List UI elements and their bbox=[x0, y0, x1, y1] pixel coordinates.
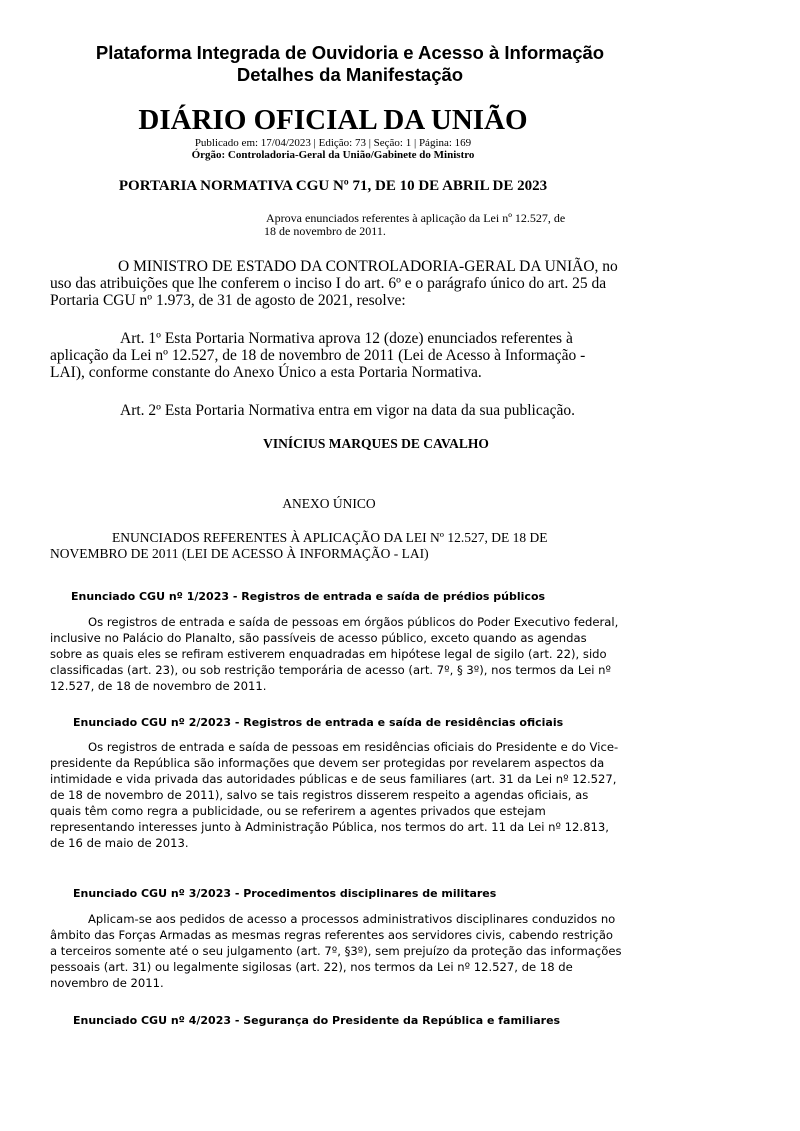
preamble bbox=[50, 258, 620, 309]
dou-title: DIÁRIO OFICIAL DA UNIÃO bbox=[138, 104, 528, 136]
enunciado-1-title: Enunciado CGU nº 1/2023 - Registros de entrada e saída de prédios públicos bbox=[71, 590, 546, 603]
article-2-text: Art. 2º Esta Portaria Normativa entra em vigor na data da sua publicação. bbox=[120, 402, 576, 419]
article-2 bbox=[50, 402, 740, 419]
article-1 bbox=[50, 330, 620, 381]
organ-info: Órgão: Controladoria-Geral da União/Gabinete do Ministro bbox=[191, 149, 475, 161]
enunciado-3-body bbox=[50, 911, 622, 991]
platform-subtitle: Detalhes da Manifestação bbox=[236, 64, 464, 85]
annex-heading-text: ENUNCIADOS REFERENTES À APLICAÇÃO DA LEI Nº 12.527, DE 18 DE NOVEMBRO DE 2011 (LEI DE ACESSO À INFORMAÇÃO - LAI) bbox=[50, 530, 548, 561]
article-1-text: Art. 1º Esta Portaria Normativa aprova 12 (doze) enunciados referentes à aplicação da Lei nº 12.527, de 18 de novembro de 2011 (Lei de Acesso à Informação - LAI), conforme constante do Anexo Único a esta Portaria Normativa. bbox=[50, 330, 586, 381]
platform-title: Plataforma Integrada de Ouvidoria e Acesso à Informação bbox=[95, 42, 605, 63]
portaria-title: PORTARIA NORMATIVA CGU Nº 71, DE 10 DE ABRIL DE 2023 bbox=[118, 178, 548, 194]
enunciado-1-text: Os registros de entrada e saída de pessoas em órgãos públicos do Poder Executivo federal, inclusive no Palácio do Planalto, são passíveis de acesso público, exceto quando as agendas sobre as quais eles se refiram estiverem enquadradas em hipótese legal de sigilo (art. 22), sido classificadas (art. 23), ou sob restrição temporária de acesso (art. 7º, § 3º), nos termos da Lei nº 12.527, de 18 de novembro de 2011. bbox=[50, 615, 619, 693]
annex-title: ANEXO ÚNICO bbox=[282, 496, 376, 511]
enunciado-1-body bbox=[50, 614, 622, 694]
preamble-line-1: O MINISTRO DE ESTADO DA CONTROLADORIA-GERAL DA bbox=[118, 258, 541, 275]
ementa bbox=[264, 212, 614, 238]
annex-heading bbox=[50, 530, 610, 562]
enunciado-4-title: Enunciado CGU nº 4/2023 - Segurança do Presidente da República e familiares bbox=[73, 1014, 561, 1027]
enunciado-3-title: Enunciado CGU nº 3/2023 - Procedimentos disciplinares de militares bbox=[73, 887, 497, 900]
enunciado-3-text: Aplicam-se aos pedidos de acesso a processos administrativos disciplinares conduzidos no âmbito das Forças Armadas as mesmas regras referentes aos servidores civis, cabendo restrição a terceiros somente até o seu julgamento (art. 7º, §3º), sem prejuízo da proteção das informações pessoais (art. 31) ou legalmente sigilosas (art. 22), nos termos da Lei nº 12.527, de 18 de novembro de 2011. bbox=[50, 912, 622, 990]
publication-info: Publicado em: 17/04/2023 | Edição: 73 | Seção: 1 | Página: 169 bbox=[194, 137, 472, 149]
signer-name: VINÍCIUS MARQUES DE CAVALHO bbox=[263, 436, 489, 451]
enunciado-2-body bbox=[50, 739, 622, 851]
enunciado-2-text: Os registros de entrada e saída de pessoas em residências oficiais do Presidente e do Vice-presidente da República são informações que devem ser protegidas por revelarem aspectos da intimidade e vida privada das autoridades públicas e de seus familiares (art. 31 da Lei nº 12.527, de 18 de novembro de 2011), salvo se tais registros disserem respeito a agendas oficiais, as quais têm como regra a publicidade, ou se referirem a agentes privados que estejam representando interesses junto à Administração Pública, nos termos do art. 11 da Lei nº 12.813, de 16 de maio de 2013. bbox=[50, 740, 619, 850]
ementa-line-1: Aprova enunciados referentes à aplicação da Lei nº 12.527, de bbox=[266, 211, 566, 225]
ementa-line-2: 18 de novembro de 2011. bbox=[264, 224, 386, 238]
enunciado-2-title: Enunciado CGU nº 2/2023 - Registros de entrada e saída de residências oficiais bbox=[73, 716, 564, 729]
preamble-rest: UNIÃO, no uso das atribuições que lhe conferem o inciso I do art. 6º e o parágrafo único do art. 25 da Portaria CGU nº 1.973, de 31 de agosto de 2021, resolve: bbox=[50, 258, 618, 309]
